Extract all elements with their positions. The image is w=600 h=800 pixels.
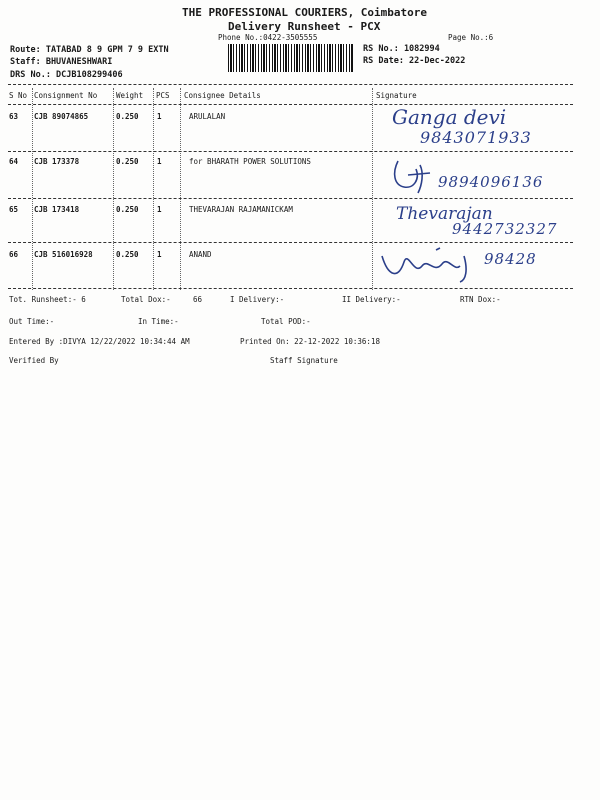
rtn-dox: RTN Dox:- [460, 295, 501, 304]
page-number: Page No.:6 [448, 33, 494, 42]
col-divider [113, 88, 114, 290]
col-header-weight: Weight [116, 91, 144, 100]
table-row-pcs: 1 [157, 205, 162, 214]
col-divider [153, 88, 154, 290]
row-divider [8, 242, 573, 243]
signature-scribble [378, 236, 483, 284]
drs-number: DRS No.: DCJB108299406 [10, 70, 123, 80]
printed-on: Printed On: 22-12-2022 10:36:18 [240, 337, 380, 346]
col-header-consignee: Consignee Details [184, 91, 261, 100]
table-row-weight: 0.250 [116, 112, 139, 121]
table-row-weight: 0.250 [116, 205, 139, 214]
signature-phone: 9843071933 [420, 128, 532, 147]
row-divider [8, 151, 573, 152]
total-dox-label: Total Dox:- [121, 295, 171, 304]
verified-by: Verified By [9, 356, 59, 365]
table-row-consignee: for BHARATH POWER SOLUTIONS [189, 157, 311, 166]
staff-signature: Staff Signature [270, 356, 338, 365]
table-row-consignee: THEVARAJAN RAJAMANICKAM [189, 205, 293, 214]
table-row-sno: 63 [9, 112, 19, 121]
in-time: In Time:- [138, 317, 179, 326]
rs-number: RS No.: 1082994 [363, 44, 440, 54]
table-row-consignment: CJB 173418 [34, 205, 80, 214]
signature-name: Thevarajan [396, 204, 493, 224]
col-divider [180, 88, 181, 290]
total-pod: Total POD:- [261, 317, 311, 326]
table-row-sno: 66 [9, 250, 19, 259]
out-time: Out Time:- [9, 317, 55, 326]
staff-info: Staff: BHUVANESHWARI [10, 57, 113, 67]
col-header-signature: Signature [376, 91, 417, 100]
signature-phone: 98428 [484, 250, 537, 268]
ii-delivery: II Delivery:- [342, 295, 401, 304]
total-runsheet: Tot. Runsheet:- 6 [9, 295, 86, 304]
row-divider [8, 198, 573, 199]
phone-number: Phone No.:0422-3505555 [218, 33, 318, 42]
i-delivery: I Delivery:- [230, 295, 285, 304]
route-info: Route: TATABAD 8 9 GPM 7 9 EXTN [10, 45, 169, 55]
table-row-pcs: 1 [157, 157, 162, 166]
col-divider [32, 88, 33, 290]
total-dox-value: 66 [193, 295, 203, 304]
col-header-consignment: Consignment No [34, 91, 98, 100]
col-divider [372, 88, 373, 290]
col-header-sno: S No [9, 91, 28, 100]
table-row-consignee: ANAND [189, 250, 212, 259]
table-row-consignment: CJB 173378 [34, 157, 80, 166]
company-title: THE PROFESSIONAL COURIERS, Coimbatore [182, 6, 428, 19]
table-row-consignment: CJB 516016928 [34, 250, 93, 259]
col-header-pcs: PCS [156, 91, 170, 100]
table-row-weight: 0.250 [116, 157, 139, 166]
table-row-sno: 65 [9, 205, 19, 214]
runsheet-subtitle: Delivery Runsheet - PCX [228, 20, 381, 33]
table-row-pcs: 1 [157, 250, 162, 259]
table-row-consignee: ARULALAN [189, 112, 226, 121]
barcode [228, 44, 353, 72]
table-row-weight: 0.250 [116, 250, 139, 259]
table-row-pcs: 1 [157, 112, 162, 121]
rs-date: RS Date: 22-Dec-2022 [363, 56, 466, 66]
signature-name: Ganga devi [392, 105, 507, 129]
entered-by: Entered By :DIVYA 12/22/2022 10:34:44 AM [9, 337, 190, 346]
table-bottom-divider [8, 288, 573, 289]
table-row-sno: 64 [9, 157, 19, 166]
table-top-divider [8, 84, 573, 85]
signature-scribble [390, 153, 440, 195]
signature-phone: 9894096136 [438, 173, 544, 191]
table-row-consignment: CJB 89074865 [34, 112, 89, 121]
signature-phone: 9442732327 [452, 220, 558, 238]
